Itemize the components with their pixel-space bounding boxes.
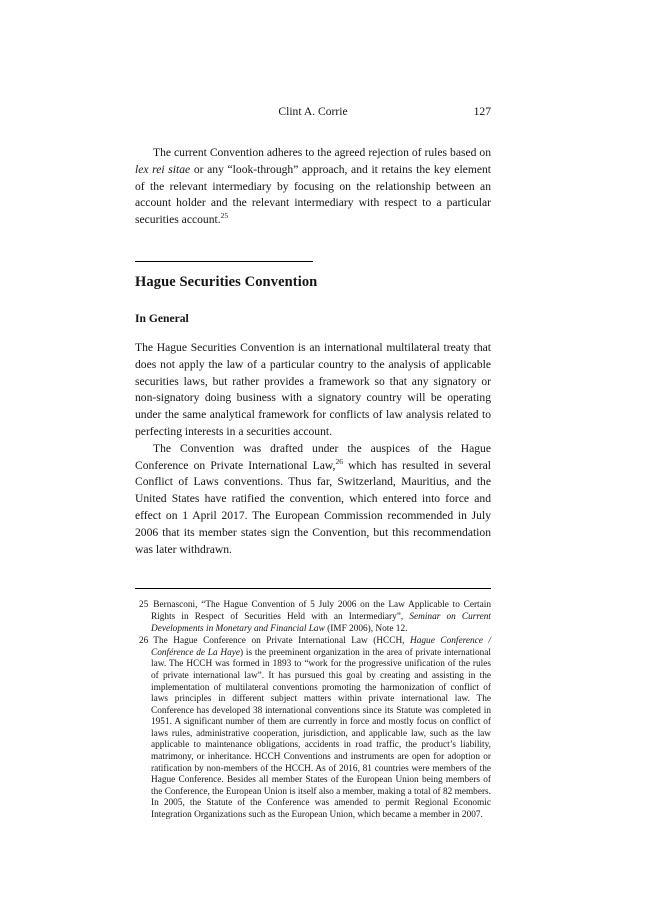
footnote-26-number: 26 (139, 636, 149, 647)
paragraph-current-convention (135, 145, 491, 229)
para1-text: The current Convention adheres to the agreed rejection of rules based on (153, 146, 491, 159)
running-header (135, 105, 491, 121)
paragraph-convention-drafted (135, 441, 491, 559)
paragraph-in-general: The Hague Securities Convention is an international multilateral treaty that does not apply the law of a particular country to the analysis of applicable securities laws, but rather provides a framework so that any signatory or non-signatory doing business with a signatory country will be operating under the same analytical framework for conflicts of law analysis related to perfecting interests in a securities account. (135, 340, 491, 438)
para1-italic-phrase: lex rei sitae (135, 162, 191, 176)
section-heading: Hague Securities Convention (135, 273, 318, 290)
footnote-25-italic-title: Seminar on Current Developments in Monetary and Financial Law (151, 611, 492, 634)
footnote-25-text-continued: (IMF 2006), Note 12. (324, 623, 408, 634)
subsection-heading: In General (135, 311, 189, 325)
footnote-26 (135, 636, 491, 822)
footnotes-section (135, 600, 491, 821)
footnote-25 (135, 600, 491, 635)
footnote-25-text: Bernasconi, “The Hague Convention of 5 July 2006 on the Law Applicable to Certain Rights in Respect of Securities Held with an Intermediary”, (151, 600, 491, 622)
para3-text-continued: which has resulted in several Conflict of Laws conventions. Thus far, Switzerland, Mauritius, and the United States have ratified the convention, which entered into force and effect on 1 April 2017. The European Commission recommended in July 2006 that its member states sign the Convention, but this recommendation was later withdrawn. (135, 458, 492, 556)
footnote-ref-25: 25 (220, 211, 229, 221)
text-column (135, 105, 491, 823)
footnote-26-text-continued: ) is the preeminent organization in the area of private international law. The HCCH was formed in 1893 to “work for the progressive unification of the rules of private international law”. It has pursued this goal by creating and assisting in the implementation of multilateral conventions promoting the harmonization of conflict of laws principles in different subject matters within private international law. The Conference has developed 38 international conventions since its Statute was completed in 1951. A significant number of them are currently in force and mostly focus on conflict of laws rules, administrative cooperation, jurisdiction, and applicable law, such as the law applicable to maintenance obligations, accidents in road traffic, the product’s liability, matrimony, or inheritance. HCCH Conventions and instruments are open for adoption or ratification by non-members of the HCCH. As of 2016, 81 countries were members of the Hague Conference. Besides all member States of the European Union being members of the Conference, the European Union is itself also a member, making a total of 82 members. In 2005, the Statute of the Conference was amended to permit Regional Economic Integration Organizations such as the European Union, which became a member in 2007. (151, 647, 491, 821)
para3-text: The Convention was drafted under the auspices of the Hague Conference on Private International Law, (135, 441, 491, 472)
running-header-author: Clint A. Corrie (278, 105, 348, 118)
footnote-ref-26: 26 (335, 456, 343, 466)
page-number: 127 (473, 105, 491, 118)
footnote-26-italic-title: Hague Conference / Conférence de La Haye (151, 636, 491, 658)
section-divider-rule (135, 261, 313, 262)
footnote-separator-rule (135, 588, 491, 589)
footnote-25-number: 25 (139, 600, 149, 611)
para1-text-continued: or any “look-through” approach, and it retains the key element of the relevant intermediary by focusing on the relationship between an account holder and the relevant intermediary with respect to a particular securities account. (135, 162, 492, 227)
footnote-26-text: The Hague Conference on Private International Law (HCCH, (153, 636, 411, 647)
